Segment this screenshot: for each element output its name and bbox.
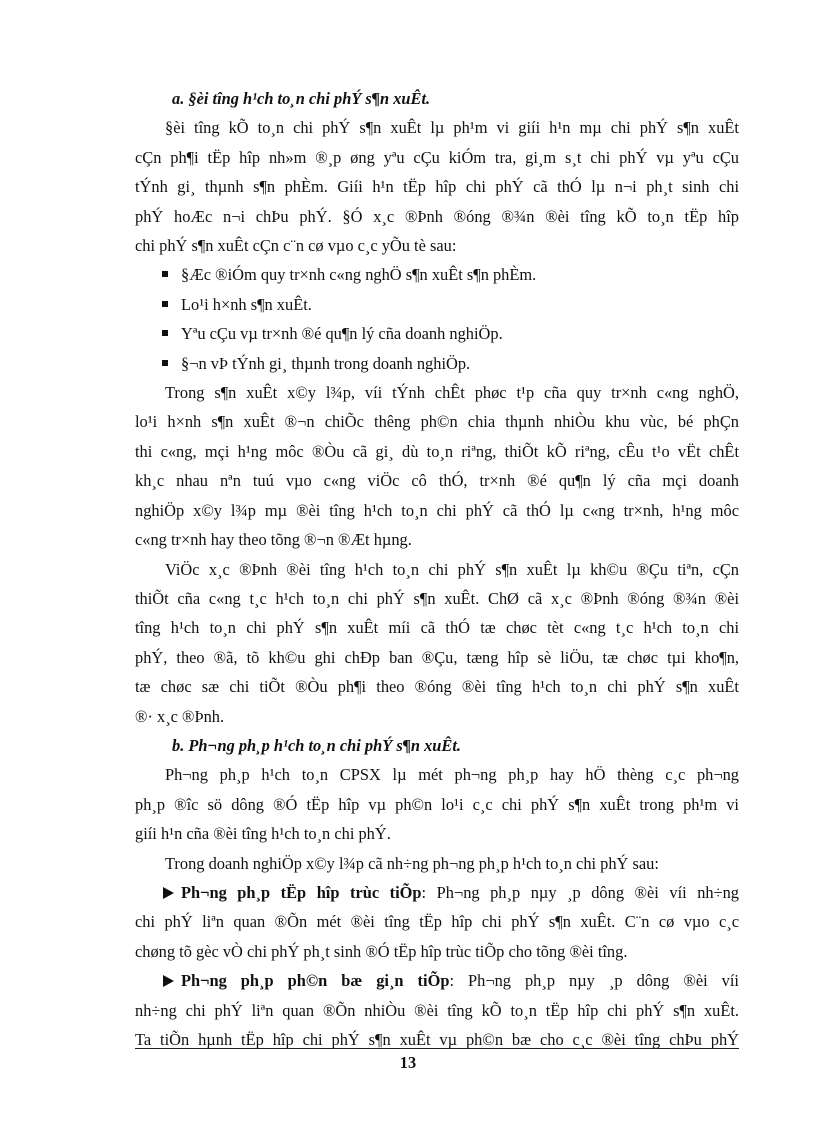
bullet-item: §Æc ®iÓm quy tr×nh c«ng nghÖ s¶n xuÊt s¶n phÈm. xyxy=(135,260,739,289)
paragraph-line: Trong s¶n xuÊt x©y l¾p, víi tÝnh chÊt phøc t¹p cña quy tr×nh c«ng nghÖ, xyxy=(165,383,739,403)
method-direct xyxy=(135,878,739,966)
paragraph-line: thiÕt cña c«ng t¸c h¹ch to¸n chi phÝ s¶n xuÊt. ChØ cã x¸c ®Þnh ®óng ®¾n ®èi xyxy=(135,588,739,608)
paragraph-line: c«ng tr×nh hay theo tõng ®¬n ®Æt hµng. xyxy=(135,530,412,550)
paragraph-method-definition xyxy=(135,760,739,848)
paragraph-line: phÝ hoÆc n¬i chÞu phÝ. §Ó x¸c ®Þnh ®óng ®¾n ®èi tîng kÕ to¸n tËp hîp xyxy=(135,206,739,226)
footer-divider xyxy=(135,1048,739,1049)
paragraph-line: Ta tiÕn hµnh tËp hîp chi phÝ s¶n xuÊt vµ ph©n bæ cho c¸c ®èi tîng chÞu phÝ xyxy=(135,1030,739,1049)
paragraph-importance xyxy=(135,555,739,731)
body-text xyxy=(135,84,739,1054)
paragraph-line: chøng tõ gèc vÒ chi phÝ ph¸t sinh ®Ó tËp hîp trùc tiÕp cho tõng ®èi tîng. xyxy=(135,941,628,961)
paragraph-line: chi phÝ liªn quan ®Õn mét ®èi tîng tËp hîp chi phÝ s¶n xuÊt. C¨n cø vµo c¸c xyxy=(135,912,739,932)
paragraph-line: kh¸c nhau nªn tuú vµo c«ng viÖc cô thÓ, tr×nh ®é qu¶n lý cña mçi doanh xyxy=(135,471,739,491)
paragraph-line: §èi tîng kÕ to¸n chi phÝ s¶n xuÊt lµ ph¹m vi giíi h¹n mµ chi phÝ s¶n xuÊt xyxy=(165,118,739,138)
paragraph-construction xyxy=(135,378,739,554)
arrow-bullet-icon xyxy=(163,887,174,899)
section-a-heading: a. §èi tîng h¹ch to¸n chi phÝ s¶n xuÊt. xyxy=(172,89,431,108)
paragraph-line: chi phÝ s¶n xuÊt cÇn c¨n cø vµo c¸c yÕu tè sau: xyxy=(135,236,457,256)
method-indirect xyxy=(135,966,739,1054)
method-text: : Ph¬ng ph¸p nµy ¸p dông ®èi víi xyxy=(449,971,739,991)
bullet-item: §¬n vÞ tÝnh gi¸ thµnh trong doanh nghiÖp. xyxy=(135,349,739,378)
method-text: : Ph¬ng ph¸p nµy ¸p dông ®èi víi nh÷ng xyxy=(421,882,739,902)
paragraph-line: ViÖc x¸c ®Þnh ®èi tîng h¹ch to¸n chi phÝ s¶n xuÊt lµ kh©u ®Çu tiªn, cÇn xyxy=(165,559,739,579)
paragraph-line: lo¹i h×nh s¶n xuÊt ®¬n chiÕc thêng ph©n chia thµnh nhiÒu khu vùc, bé phÇn xyxy=(135,412,739,432)
paragraph-line: nh÷ng chi phÝ liªn quan ®Õn nhiÒu ®èi tîng kÕ to¸n tËp hîp chi phÝ s¶n xuÊt. xyxy=(135,1000,739,1020)
paragraph-line: cÇn ph¶i tËp hîp nh»m ®¸p øng yªu cÇu kiÓm tra, gi¸m s¸t chi phÝ vµ yªu cÇu xyxy=(135,147,739,167)
method-first-line xyxy=(135,966,739,995)
paragraph-line: ®· x¸c ®Þnh. xyxy=(135,706,225,726)
paragraph-line: ph¸p ®îc sö dông ®Ó tËp hîp vµ ph©n lo¹i c¸c chi phÝ s¶n xuÊt trong ph¹m vi xyxy=(135,794,739,814)
method-title: Ph¬ng ph¸p tËp hîp trùc tiÕp xyxy=(181,882,422,902)
bullet-list xyxy=(135,260,739,378)
bullet-item: Yªu cÇu vµ tr×nh ®é qu¶n lý cña doanh nghiÖp. xyxy=(135,319,739,348)
bullet-item: Lo¹i h×nh s¶n xuÊt. xyxy=(135,290,739,319)
paragraph-line: tîng h¹ch to¸n chi phÝ s¶n xuÊt míi cã thÓ tæ chøc tèt c«ng t¸c h¹ch to¸n chi xyxy=(135,618,739,638)
section-b-heading: b. Ph¬ng ph¸p h¹ch to¸n chi phÝ s¶n xuÊt. xyxy=(172,735,462,755)
paragraph-line: phÝ, theo ®ã, tõ kh©u ghi chÐp ban ®Çu, tæng hîp sè liÖu, tæ chøc tµi kho¶n, xyxy=(135,647,739,667)
method-title: Ph¬ng ph¸p ph©n bæ gi¸n tiÕp xyxy=(181,971,450,991)
paragraph-line: Ph¬ng ph¸p h¹ch to¸n CPSX lµ mét ph¬ng ph¸p hay hÖ thèng c¸c ph¬ng xyxy=(165,765,739,785)
paragraph-line: giíi h¹n cña ®èi tîng h¹ch to¸n chi phÝ. xyxy=(135,824,391,844)
paragraph-line: tæ chøc sæ chi tiÕt ®Òu ph¶i theo ®óng ®èi tîng h¹ch to¸n chi phÝ s¶n xuÊt xyxy=(135,677,739,697)
paragraph-line: nghiÖp x©y l¾p mµ ®èi tîng h¹ch to¸n chi phÝ cã thÓ lµ c«ng tr×nh, h¹ng môc xyxy=(135,500,739,520)
paragraph-object-definition xyxy=(135,113,739,260)
paragraph-line: thi c«ng, mçi h¹ng môc ®Òu cã gi¸ dù to¸n riªng, thiÕt kÕ riªng, cÊu t¹o vËt chÊt xyxy=(135,441,739,461)
method-first-line xyxy=(135,878,739,907)
paragraph-methods-intro: Trong doanh nghiÖp x©y l¾p cã nh÷ng ph¬ng ph¸p h¹ch to¸n chi phÝ sau: xyxy=(165,853,659,873)
paragraph-line: tÝnh gi¸ thµnh s¶n phÈm. Giíi h¹n tËp hîp chi phÝ cã thÓ lµ n¬i ph¸t sinh chi xyxy=(135,177,739,197)
page-number: 13 xyxy=(399,1053,417,1072)
arrow-bullet-icon xyxy=(163,975,174,987)
